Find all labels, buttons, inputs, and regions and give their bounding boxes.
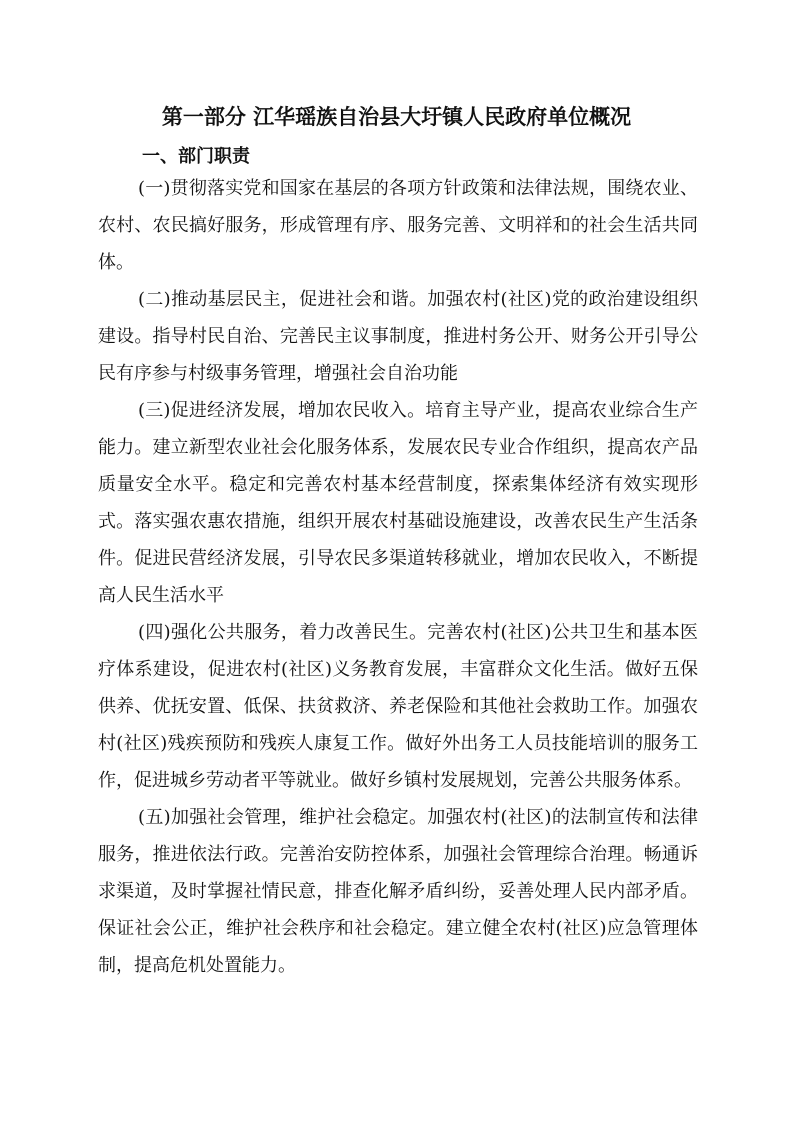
paragraph-1: (一)贯彻落实党和国家在基层的各项方针政策和法律法规，围绕农业、农村、农民搞好服务，形成管理有序、服务完善、文明祥和的社会生活共同体。 — [98, 178, 698, 273]
paragraph-3: (三)促进经济发展，增加农民收入。培育主导产业，提高农业综合生产能力。建立新型农业社会化服务体系，发展农民专业合作组织，提高农产品质量安全水平。稳定和完善农村基本经营制度，探索集体经济有效实现形式。落实强农惠农措施，组织开展农村基础设施建设，改善农民生产生活条件。促进民营经济发展，引导农民多渠道转移就业，增加农民收入，不断提高人民生活水平 — [98, 400, 698, 606]
paragraph-4: (四)强化公共服务，着力改善民生。完善农村(社区)公共卫生和基本医疗体系建设，促进农村(社区)义务教育发展，丰富群众文化生活。做好五保供养、优抚安置、低保、扶贫救济、养老保险和其他社会救助工作。加强农村(社区)残疾预防和残疾人康复工作。做好外出务工人员技能培训的服务工作，促进城乡劳动者平等就业。做好乡镇村发展规划，完善公共服务体系。 — [98, 622, 698, 791]
paragraph-2: (二)推动基层民主，促进社会和谐。加强农村(社区)党的政治建设组织建设。指导村民自治、完善民主议事制度，推进村务公开、财务公开引导公民有序参与村级事务管理，增强社会自治功能 — [98, 289, 698, 384]
section-heading: 一、部门职责 — [142, 146, 250, 167]
document-body — [98, 170, 698, 984]
paragraph-5: (五)加强社会管理，维护社会稳定。加强农村(社区)的法制宣传和法律服务，推进依法行政。完善治安防控体系，加强社会管理综合治理。畅通诉求渠道，及时掌握社情民意，排查化解矛盾纠纷，妥善处理人民内部矛盾。保证社会公正，维护社会秩序和社会稳定。建立健全农村(社区)应急管理体制，提高危机处置能力。 — [98, 807, 698, 976]
document-title: 第一部分 江华瑶族自治县大圩镇人民政府单位概况 — [161, 105, 632, 129]
